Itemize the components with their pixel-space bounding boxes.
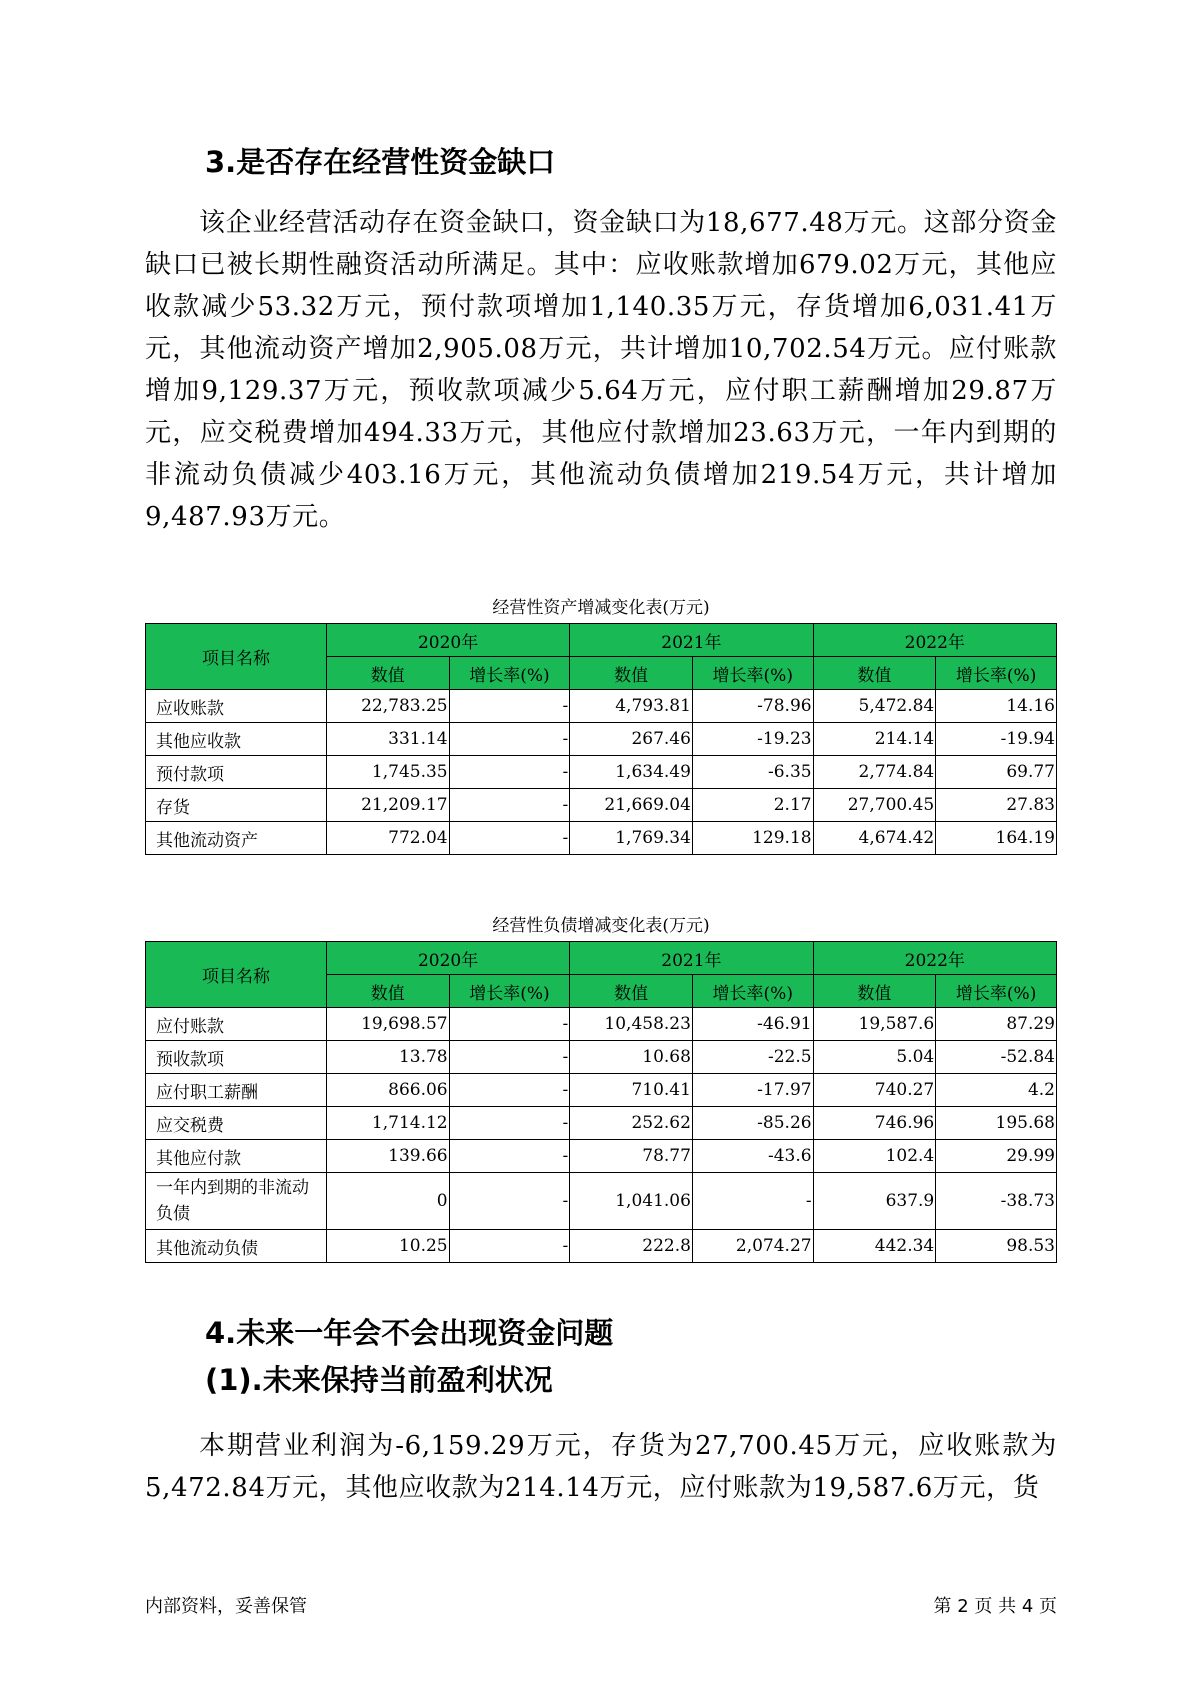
header-year-2020: 2020年	[326, 942, 569, 975]
cell-rate-2020: -	[449, 822, 570, 855]
cell-value-2020: 866.06	[326, 1074, 449, 1107]
cell-value-2022: 2,774.84	[813, 756, 936, 789]
cell-rate-2022: 29.99	[936, 1140, 1057, 1173]
cell-rate-2021: -85.26	[692, 1107, 813, 1140]
table-row	[146, 1074, 1057, 1107]
cell-rate-2020: -	[449, 1173, 570, 1230]
row-name: 存货	[146, 789, 327, 822]
row-name: 其他流动负债	[146, 1230, 327, 1263]
cell-value-2022: 4,674.42	[813, 822, 936, 855]
cell-value-2022: 746.96	[813, 1107, 936, 1140]
cell-value-2020: 772.04	[326, 822, 449, 855]
cell-value-2021: 252.62	[570, 1107, 693, 1140]
cell-rate-2022: 14.16	[936, 690, 1057, 723]
cell-value-2020: 0	[326, 1173, 449, 1230]
row-name: 应付职工薪酬	[146, 1074, 327, 1107]
cell-value-2021: 4,793.81	[570, 690, 693, 723]
row-name: 应付账款	[146, 1008, 327, 1041]
section-3-heading: 3.是否存在经营性资金缺口	[205, 145, 556, 179]
cell-value-2021: 10,458.23	[570, 1008, 693, 1041]
header-value: 数值	[570, 975, 693, 1008]
header-year-2022: 2022年	[813, 624, 1056, 657]
cell-value-2022: 214.14	[813, 723, 936, 756]
header-value: 数值	[326, 975, 449, 1008]
cell-value-2022: 637.9	[813, 1173, 936, 1230]
row-name: 一年内到期的非流动负债	[146, 1173, 327, 1230]
header-year-2020: 2020年	[326, 624, 569, 657]
cell-rate-2020: -	[449, 789, 570, 822]
cell-value-2021: 267.46	[570, 723, 693, 756]
cell-value-2020: 10.25	[326, 1230, 449, 1263]
header-rate: 增长率(%)	[936, 657, 1057, 690]
cell-value-2021: 1,634.49	[570, 756, 693, 789]
cell-rate-2021: -78.96	[692, 690, 813, 723]
section-3-paragraph: 该企业经营活动存在资金缺口，资金缺口为18,677.48万元。这部分资金缺口已被长期性融资活动所满足。其中：应收账款增加679.02万元，其他应收款减少53.32万元，预付款项增加1,140.35万元，存货增加6,031.41万元，其他流动资产增加2,905.08万元，共计增加10,702.54万元。应付账款增加9,129.37万元，预收款项减少5.64万元，应付职工薪酬增加29.87万元，应交税费增加494.33万元，其他应付款增加23.63万元，一年内到期的非流动负债减少403.16万元，其他流动负债增加219.54万元，共计增加9,487.93万元。	[145, 208, 1057, 532]
header-year-2021: 2021年	[570, 942, 813, 975]
table-row	[146, 1107, 1057, 1140]
cell-rate-2022: -52.84	[936, 1041, 1057, 1074]
assets-table-caption: 经营性资产增减变化表(万元)	[492, 598, 710, 618]
cell-value-2022: 740.27	[813, 1074, 936, 1107]
liabilities-table-caption: 经营性负债增减变化表(万元)	[492, 916, 710, 936]
cell-rate-2020: -	[449, 723, 570, 756]
table-row	[146, 789, 1057, 822]
cell-rate-2020: -	[449, 1008, 570, 1041]
cell-rate-2020: -	[449, 1140, 570, 1173]
cell-rate-2022: 164.19	[936, 822, 1057, 855]
cell-rate-2022: 4.2	[936, 1074, 1057, 1107]
cell-value-2020: 331.14	[326, 723, 449, 756]
cell-rate-2022: -38.73	[936, 1173, 1057, 1230]
cell-rate-2021: -46.91	[692, 1008, 813, 1041]
section-4-subheading: (1).未来保持当前盈利状况	[205, 1363, 553, 1397]
cell-value-2020: 139.66	[326, 1140, 449, 1173]
cell-rate-2020: -	[449, 1074, 570, 1107]
cell-rate-2021: -22.5	[692, 1041, 813, 1074]
cell-value-2020: 1,714.12	[326, 1107, 449, 1140]
cell-rate-2022: 69.77	[936, 756, 1057, 789]
cell-value-2021: 21,669.04	[570, 789, 693, 822]
cell-value-2021: 1,041.06	[570, 1173, 693, 1230]
header-value: 数值	[326, 657, 449, 690]
header-item-name: 项目名称	[146, 624, 327, 690]
cell-value-2022: 27,700.45	[813, 789, 936, 822]
cell-rate-2021: 129.18	[692, 822, 813, 855]
table-row	[146, 1173, 1057, 1230]
cell-value-2020: 1,745.35	[326, 756, 449, 789]
cell-rate-2020: -	[449, 1041, 570, 1074]
table-row	[146, 756, 1057, 789]
row-name: 应收账款	[146, 690, 327, 723]
header-rate: 增长率(%)	[692, 657, 813, 690]
cell-rate-2022: 87.29	[936, 1008, 1057, 1041]
header-year-2022: 2022年	[813, 942, 1056, 975]
liabilities-table	[145, 941, 1057, 1263]
cell-rate-2020: -	[449, 690, 570, 723]
cell-rate-2021: 2,074.27	[692, 1230, 813, 1263]
cell-value-2022: 5.04	[813, 1041, 936, 1074]
section-4-heading: 4.未来一年会不会出现资金问题	[205, 1316, 614, 1350]
cell-rate-2021: -43.6	[692, 1140, 813, 1173]
assets-table	[145, 623, 1057, 855]
table-row	[146, 690, 1057, 723]
row-name: 预付款项	[146, 756, 327, 789]
cell-value-2021: 78.77	[570, 1140, 693, 1173]
cell-rate-2022: 27.83	[936, 789, 1057, 822]
table-row	[146, 1140, 1057, 1173]
cell-value-2021: 222.8	[570, 1230, 693, 1263]
header-value: 数值	[813, 975, 936, 1008]
cell-value-2020: 22,783.25	[326, 690, 449, 723]
cell-value-2021: 710.41	[570, 1074, 693, 1107]
cell-rate-2021: -17.97	[692, 1074, 813, 1107]
header-rate: 增长率(%)	[449, 657, 570, 690]
cell-value-2020: 21,209.17	[326, 789, 449, 822]
row-name: 应交税费	[146, 1107, 327, 1140]
cell-value-2020: 13.78	[326, 1041, 449, 1074]
section-4-paragraph: 本期营业利润为-6,159.29万元，存货为27,700.45万元，应收账款为5,472.84万元，其他应收款为214.14万元，应付账款为19,587.6万元，货	[145, 1431, 1057, 1503]
header-value: 数值	[813, 657, 936, 690]
row-name: 其他应付款	[146, 1140, 327, 1173]
cell-value-2020: 19,698.57	[326, 1008, 449, 1041]
cell-value-2022: 5,472.84	[813, 690, 936, 723]
header-year-2021: 2021年	[570, 624, 813, 657]
header-value: 数值	[570, 657, 693, 690]
row-name: 其他流动资产	[146, 822, 327, 855]
header-rate: 增长率(%)	[692, 975, 813, 1008]
header-rate: 增长率(%)	[449, 975, 570, 1008]
row-name: 预收款项	[146, 1041, 327, 1074]
table-row	[146, 1008, 1057, 1041]
cell-rate-2020: -	[449, 1107, 570, 1140]
cell-value-2021: 10.68	[570, 1041, 693, 1074]
table-row	[146, 723, 1057, 756]
cell-rate-2022: 195.68	[936, 1107, 1057, 1140]
cell-rate-2020: -	[449, 756, 570, 789]
cell-value-2022: 442.34	[813, 1230, 936, 1263]
table-row	[146, 822, 1057, 855]
cell-rate-2020: -	[449, 1230, 570, 1263]
cell-rate-2021: 2.17	[692, 789, 813, 822]
table-row	[146, 1041, 1057, 1074]
table-row	[146, 1230, 1057, 1263]
cell-rate-2022: -19.94	[936, 723, 1057, 756]
cell-rate-2021: -6.35	[692, 756, 813, 789]
footer-page-number: 第 2 页 共 4 页	[933, 1596, 1057, 1617]
row-name: 其他应收款	[146, 723, 327, 756]
cell-rate-2022: 98.53	[936, 1230, 1057, 1263]
header-item-name: 项目名称	[146, 942, 327, 1008]
header-rate: 增长率(%)	[936, 975, 1057, 1008]
cell-rate-2021: -19.23	[692, 723, 813, 756]
cell-value-2021: 1,769.34	[570, 822, 693, 855]
cell-value-2022: 102.4	[813, 1140, 936, 1173]
cell-value-2022: 19,587.6	[813, 1008, 936, 1041]
cell-rate-2021: -	[692, 1173, 813, 1230]
footer-confidential-note: 内部资料，妥善保管	[145, 1596, 307, 1617]
